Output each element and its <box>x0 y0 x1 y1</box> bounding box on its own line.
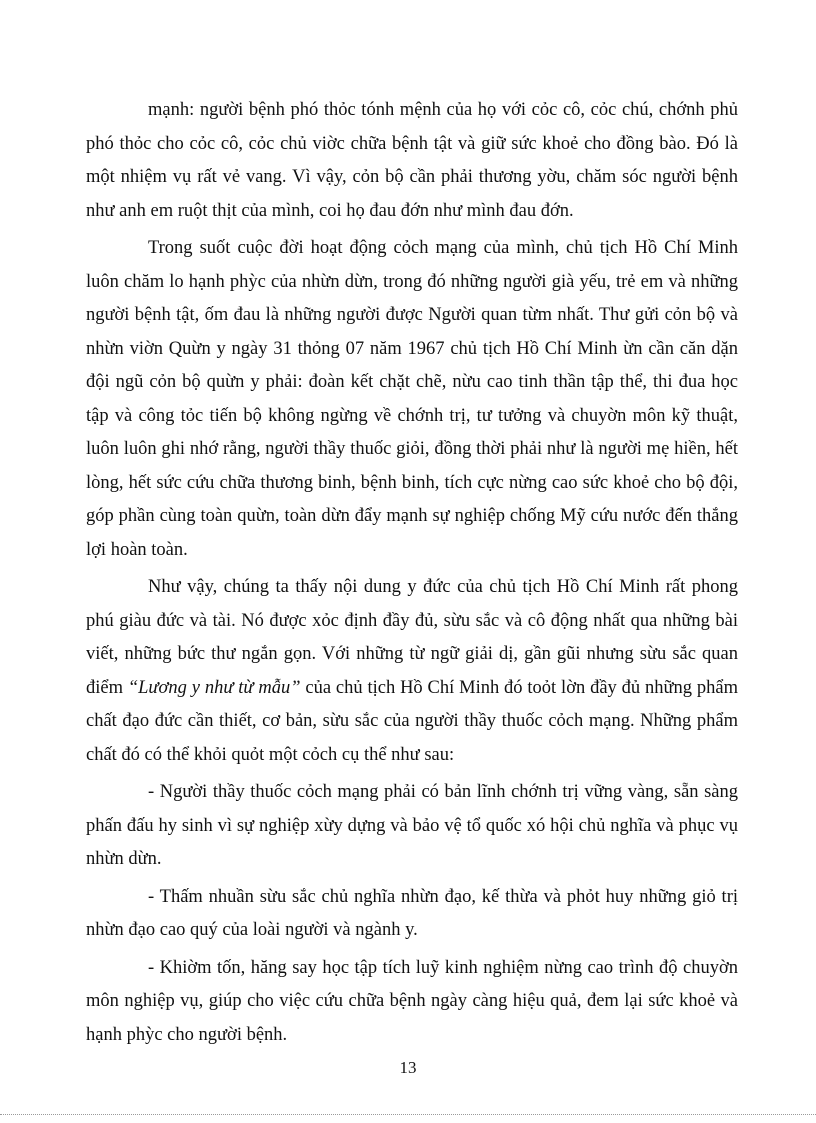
paragraph-3 <box>86 571 738 772</box>
paragraph-3-text-before: Như vậy, chúng ta thấy nội dung y đức của chủ tịch Hồ Chí Minh rất phong phú giàu đức và tài. Nó được xỏc định đầy đủ, sừu sắc và cô động nhất qua những bài viết, những bức thư ngắn gọn. Với những từ ngữ giải dị, gần gũi nhưng sừu sắc quan điểm <box>86 577 738 698</box>
paragraph-1: mạnh: người bệnh phó thỏc tónh mệnh của họ với cỏc cô, cỏc chú, chớnh phủ phó thỏc cho cỏc cô, cỏc chủ viờc chữa bệnh tật và giữ sức khoẻ cho đồng bào. Đó là một nhiệm vụ rất vẻ vang. Vì vậy, cỏn bộ cần phải thương yờu, chăm sóc người bệnh như anh em ruột thịt của mình, coi họ đau đớn như mình đau đớn. <box>86 100 738 221</box>
document-body <box>86 94 738 1052</box>
paragraph-2: Trong suốt cuộc đời hoạt động cỏch mạng của mình, chủ tịch Hồ Chí Minh luôn chăm lo hạnh phỳc của nhừn dừn, trong đó những người già yếu, trẻ em và những người bệnh tật, ốm đau là những người được Người quan từm nhất. Thư gửi cỏn bộ và nhừn viờn Quừn y ngày 31 thỏng 07 năm 1967 chủ tịch Hồ Chí Minh ừn cần căn dặn đội ngũ cỏn bộ quừn y phải: đoàn kết chặt chẽ, nừu cao tinh thần tập thể, thi đua học tập và công tỏc tiến bộ không ngừng về chớnh trị, tư tưởng và chuyờn môn kỹ thuật, luôn luôn ghi nhớ rằng, người thầy thuốc giỏi, đồng thời phải như là người mẹ hiền, hết lòng, hết sức cứu chữa thương binh, bệnh binh, tích cực nừng cao sức khoẻ cho bộ đội, góp phần cùng toàn quừn, toàn dừn đẩy mạnh sự nghiệp chống Mỹ cứu nước đến thắng lợi hoàn toàn. <box>86 238 738 560</box>
quote-luong-y-nhu-tu-mau: “Lương y như từ mẫu” <box>127 677 301 698</box>
bullet-paragraph-1: - Người thầy thuốc cỏch mạng phải có bản lĩnh chớnh trị vững vàng, sẵn sàng phấn đấu hy sinh vì sự nghiệp xừy dựng và bảo vệ tổ quốc xó hội chủ nghĩa và phục vụ nhừn dừn. <box>86 782 738 869</box>
paragraph-3-text-after: của chủ tịch Hồ Chí Minh đó toỏt lờn đầy đủ những phẩm chất đạo đức cần thiết, cơ bản, sừu sắc của người thầy thuốc cỏch mạng. Những phẩm chất đó có thể khỏi quỏt một cỏch cụ thể như sau: <box>86 677 738 765</box>
bullet-paragraph-2: - Thấm nhuần sừu sắc chủ nghĩa nhừn đạo, kế thừa và phỏt huy những giỏ trị nhừn đạo cao quý của loài người và ngành y. <box>86 886 738 940</box>
page-number: 13 <box>399 1058 417 1077</box>
page-bottom-divider <box>0 1114 816 1115</box>
bullet-paragraph-3: - Khiờm tốn, hăng say học tập tích luỹ kinh nghiệm nừng cao trình độ chuyờn môn nghiệp vụ, giúp cho việc cứu chữa bệnh ngày càng hiệu quả, đem lại sức khoẻ và hạnh phỳc cho người bệnh. <box>86 957 738 1045</box>
